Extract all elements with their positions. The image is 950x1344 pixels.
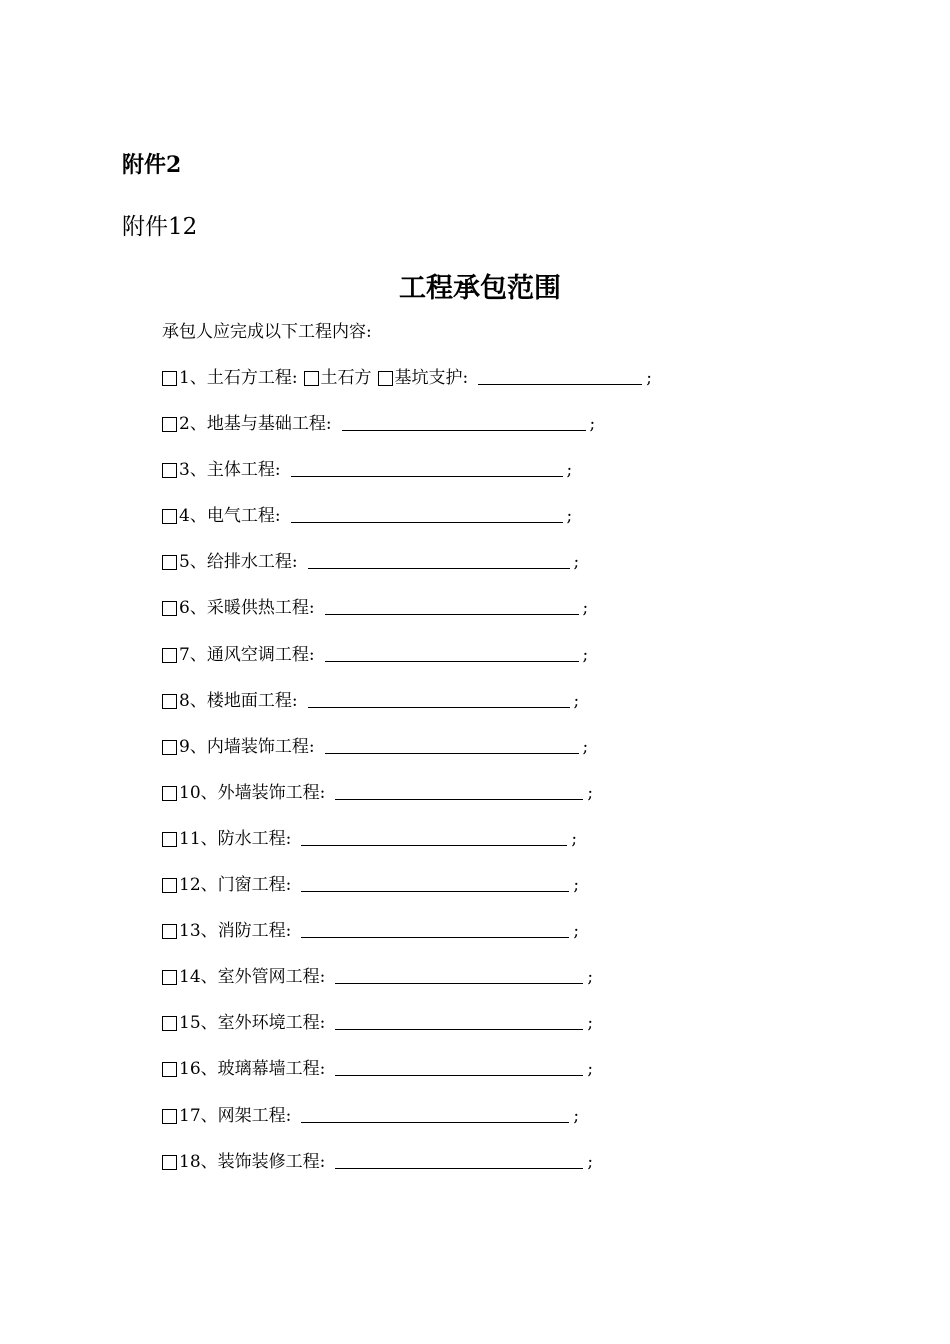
item-label: 6、采暖供热工程: (179, 598, 315, 619)
fill-in-line[interactable] (301, 871, 569, 892)
item-label: 14、室外管网工程: (179, 967, 326, 988)
item-checkbox[interactable] (162, 970, 177, 985)
item-label: 3、主体工程: (179, 460, 281, 481)
item-checkbox[interactable] (162, 463, 177, 478)
fill-in-line[interactable] (301, 917, 569, 938)
item-terminator: ; (589, 414, 596, 435)
scope-item (162, 1009, 862, 1055)
scope-item (162, 687, 862, 733)
item-label: 10、外墙装饰工程: (179, 782, 326, 803)
fill-in-line[interactable] (342, 410, 586, 431)
item-label: 16、玻璃幕墙工程: (179, 1059, 326, 1080)
scope-item-1 (162, 364, 862, 410)
fill-in-line[interactable] (308, 687, 570, 708)
scope-item (162, 871, 862, 917)
item-checkbox[interactable] (162, 786, 177, 801)
fill-in-line[interactable] (308, 548, 570, 569)
item-checkbox[interactable] (162, 1109, 177, 1124)
attachment-heading-bold: 附件2 (122, 152, 182, 178)
item-label: 17、网架工程: (179, 1105, 292, 1126)
item-label: 5、给排水工程: (179, 552, 298, 573)
item-terminator: ; (573, 921, 580, 942)
item-terminator: ; (587, 1013, 594, 1034)
item-label: 1、土石方工程: (179, 368, 298, 388)
item-terminator: ; (573, 690, 580, 711)
scope-item (162, 779, 862, 825)
fill-in-line[interactable] (335, 1148, 583, 1169)
fill-in-line[interactable] (291, 456, 563, 477)
item-checkbox[interactable] (162, 417, 177, 432)
item-terminator: ; (573, 1105, 580, 1126)
fill-in-line[interactable] (478, 364, 642, 385)
item-checkbox[interactable] (162, 371, 177, 386)
item-label: 13、消防工程: (179, 921, 292, 942)
item-label: 15、室外环境工程: (179, 1013, 326, 1034)
item-checkbox[interactable] (162, 694, 177, 709)
item-terminator: ; (566, 506, 573, 527)
document-title: 工程承包范围 (399, 273, 561, 304)
fill-in-line[interactable] (301, 1102, 569, 1123)
item-label: 9、内墙装饰工程: (179, 736, 315, 757)
item-checkbox[interactable] (162, 648, 177, 663)
item-terminator: ; (582, 598, 589, 619)
item-terminator: ; (571, 828, 578, 849)
scope-item (162, 917, 862, 963)
item-terminator: ; (573, 552, 580, 573)
item-terminator: ; (587, 967, 594, 988)
scope-item (162, 502, 862, 548)
fill-in-line[interactable] (291, 502, 563, 523)
item-label: 11、防水工程: (179, 828, 292, 849)
scope-item (162, 1102, 862, 1148)
earthwork-checkbox[interactable] (304, 371, 319, 386)
item-checkbox[interactable] (162, 878, 177, 893)
item-label: 12、门窗工程: (179, 875, 292, 896)
excavation-support-label: 基坑支护: (394, 368, 469, 388)
attachment-heading: 附件12 (122, 214, 198, 240)
fill-in-line[interactable] (335, 1009, 583, 1030)
earthwork-option-label: 土石方 (320, 368, 372, 388)
fill-in-line[interactable] (301, 825, 567, 846)
scope-list (162, 364, 862, 1194)
scope-item (162, 594, 862, 640)
item-checkbox[interactable] (162, 1155, 177, 1170)
item-terminator: ; (587, 782, 594, 803)
scope-item (162, 963, 862, 1009)
item-terminator: ; (587, 1151, 594, 1172)
item-checkbox[interactable] (162, 509, 177, 524)
item-checkbox[interactable] (162, 555, 177, 570)
fill-in-line[interactable] (325, 733, 579, 754)
item-terminator: ; (646, 368, 653, 388)
excavation-support-checkbox[interactable] (378, 371, 393, 386)
scope-item (162, 456, 862, 502)
item-checkbox[interactable] (162, 1062, 177, 1077)
scope-item (162, 733, 862, 779)
item-terminator: ; (573, 875, 580, 896)
item-terminator: ; (582, 736, 589, 757)
scope-item (162, 410, 862, 456)
item-label: 2、地基与基础工程: (179, 414, 332, 435)
item-label: 7、通风空调工程: (179, 644, 315, 665)
scope-item (162, 641, 862, 687)
fill-in-line[interactable] (325, 641, 579, 662)
fill-in-line[interactable] (325, 594, 579, 615)
fill-in-line[interactable] (335, 1055, 583, 1076)
item-terminator: ; (587, 1059, 594, 1080)
scope-item (162, 825, 862, 871)
item-terminator: ; (566, 460, 573, 481)
intro-text: 承包人应完成以下工程内容: (162, 322, 372, 342)
item-checkbox[interactable] (162, 924, 177, 939)
item-checkbox[interactable] (162, 1016, 177, 1031)
item-label: 18、装饰装修工程: (179, 1151, 326, 1172)
item-label: 8、楼地面工程: (179, 690, 298, 711)
fill-in-line[interactable] (335, 963, 583, 984)
scope-item (162, 1148, 862, 1194)
item-checkbox[interactable] (162, 832, 177, 847)
item-checkbox[interactable] (162, 601, 177, 616)
scope-item (162, 1055, 862, 1101)
item-checkbox[interactable] (162, 740, 177, 755)
fill-in-line[interactable] (335, 779, 583, 800)
scope-item (162, 548, 862, 594)
item-terminator: ; (582, 644, 589, 665)
item-label: 4、电气工程: (179, 506, 281, 527)
